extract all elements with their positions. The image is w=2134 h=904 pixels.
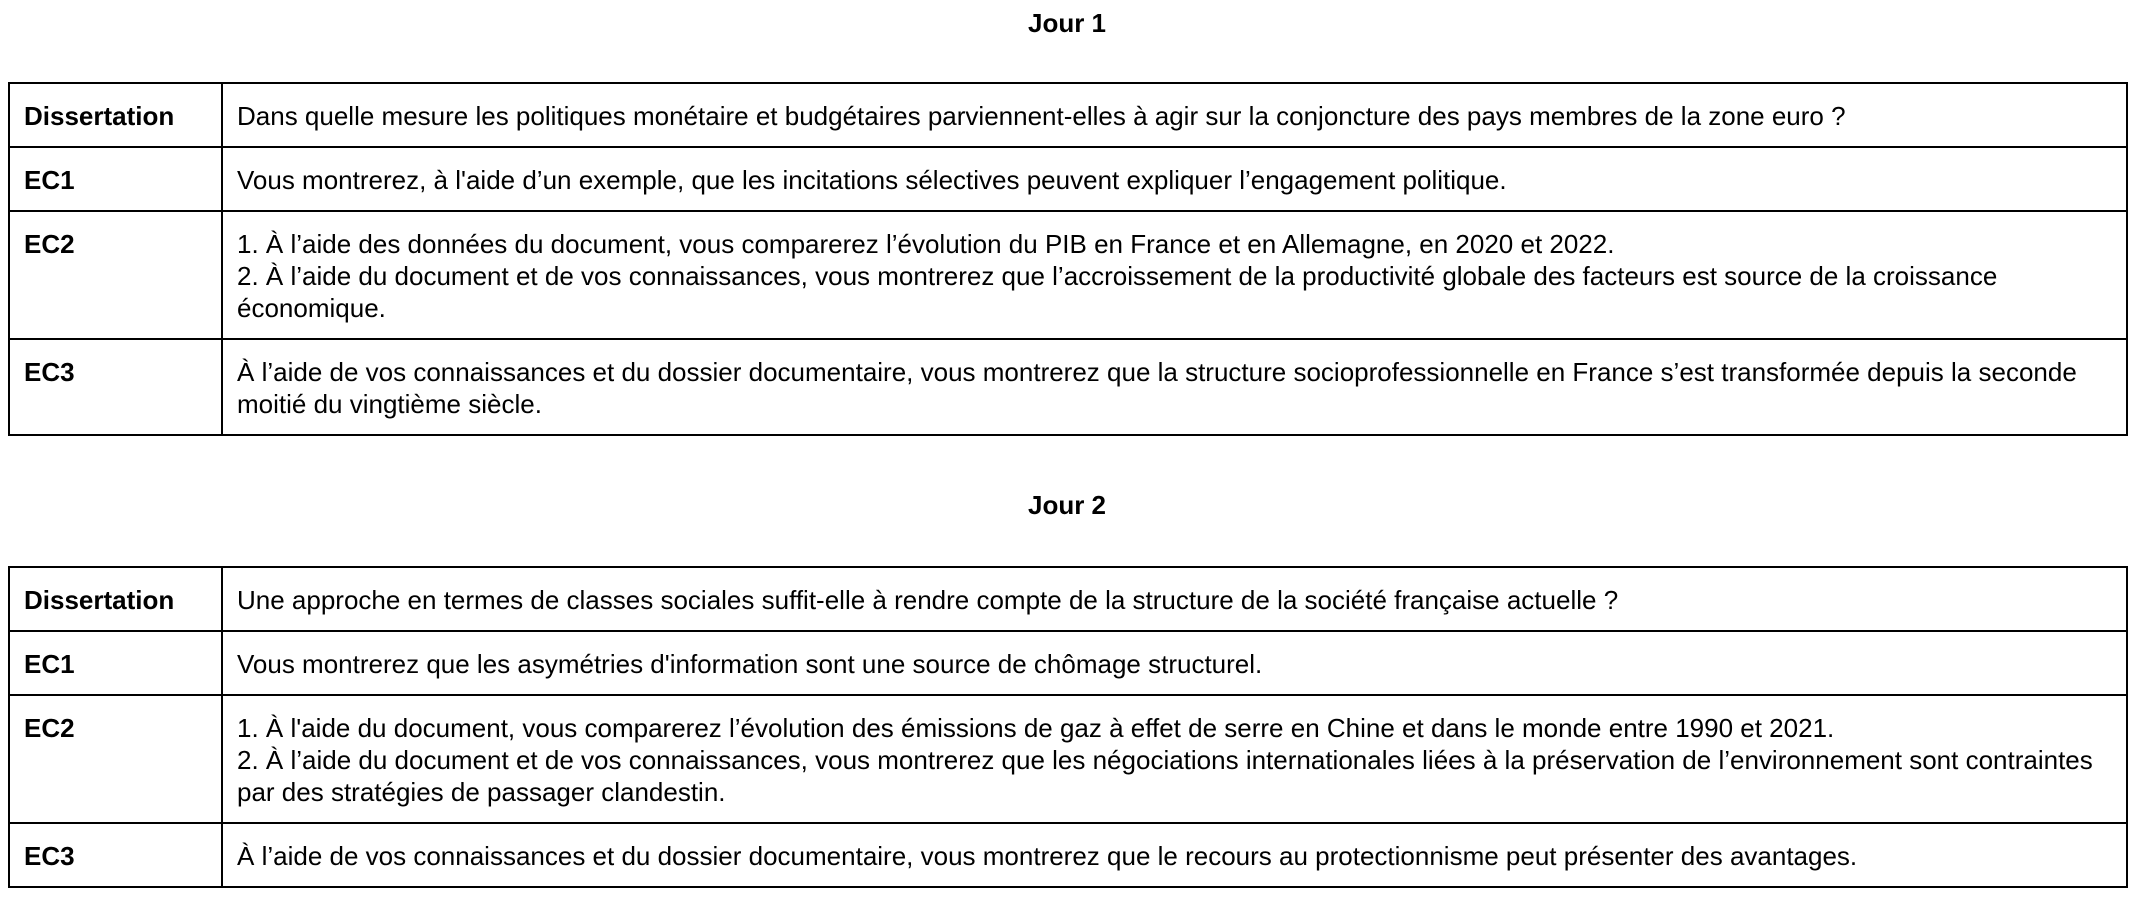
subject-line: 1. À l'aide du document, vous comparerez l’évolution des émissions de gaz à effet de serre en Chine et dans le monde entre 1990 et 2021.: [237, 713, 1835, 743]
row-label-ec2: EC2: [9, 211, 222, 339]
subject-line: Vous montrerez que les asymétries d'information sont une source de chômage structurel.: [237, 649, 1263, 679]
row-text-ec3: [222, 339, 2127, 435]
row-text-ec2: [222, 211, 2127, 339]
subject-line: Vous montrerez, à l'aide d’un exemple, que les incitations sélectives peuvent expliquer l’engagement politique.: [237, 165, 1507, 195]
table-row: [9, 147, 2127, 211]
table-row: [9, 567, 2127, 631]
table-row: [9, 339, 2127, 435]
table-row: [9, 823, 2127, 887]
row-label-ec1: EC1: [9, 631, 222, 695]
row-text-ec2: [222, 695, 2127, 823]
row-text-dissertation: [222, 83, 2127, 147]
table-row: [9, 631, 2127, 695]
day-2-subjects-table: [8, 566, 2128, 888]
table-row: [9, 695, 2127, 823]
row-text-ec1: [222, 147, 2127, 211]
row-text-ec3: [222, 823, 2127, 887]
table-row: [9, 211, 2127, 339]
day-1-subjects-table: [8, 82, 2128, 436]
row-text-ec1: [222, 631, 2127, 695]
subject-line: À l’aide de vos connaissances et du dossier documentaire, vous montrerez que la structure socioprofessionnelle en France s’est transformée depuis la seconde moitié du vingtième siècle.: [237, 357, 2077, 419]
subject-line: 2. À l’aide du document et de vos connaissances, vous montrerez que les négociations internationales liées à la préservation de l’environnement sont contraintes par des stratégies de passager clandestin.: [237, 745, 2093, 807]
subject-line: 1. À l’aide des données du document, vous comparerez l’évolution du PIB en France et en Allemagne, en 2020 et 2022.: [237, 229, 1615, 259]
subject-line: 2. À l’aide du document et de vos connaissances, vous montrerez que l’accroissement de la productivité globale des facteurs est source de la croissance économique.: [237, 261, 1998, 323]
day-1-heading: Jour 1: [1027, 8, 1107, 38]
row-label-ec3: EC3: [9, 339, 222, 435]
table-row: [9, 83, 2127, 147]
row-label-dissertation: Dissertation: [9, 83, 222, 147]
row-label-dissertation: Dissertation: [9, 567, 222, 631]
row-label-ec3: EC3: [9, 823, 222, 887]
row-label-ec1: EC1: [9, 147, 222, 211]
subject-line: Dans quelle mesure les politiques monétaire et budgétaires parviennent-elles à agir sur la conjoncture des pays membres de la zone euro ?: [237, 101, 1846, 131]
subject-line: À l’aide de vos connaissances et du dossier documentaire, vous montrerez que le recours au protectionnisme peut présenter des avantages.: [237, 841, 1858, 871]
row-text-dissertation: [222, 567, 2127, 631]
day-2-heading: Jour 2: [1027, 490, 1107, 520]
subject-line: Une approche en termes de classes sociales suffit-elle à rendre compte de la structure de la société française actuelle ?: [237, 585, 1619, 615]
row-label-ec2: EC2: [9, 695, 222, 823]
